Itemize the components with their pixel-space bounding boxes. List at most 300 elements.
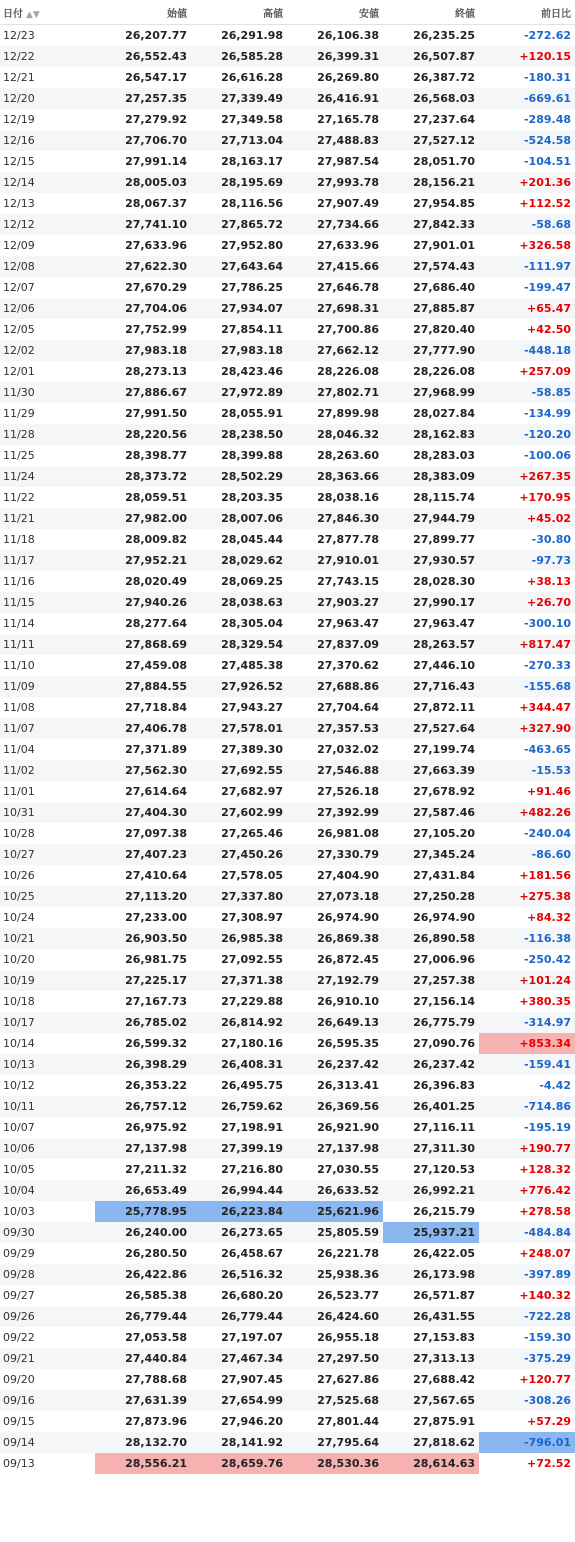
column-header-date[interactable] [0, 0, 95, 25]
high-cell: 26,273.65 [191, 1222, 287, 1243]
close-cell: 27,686.40 [413, 281, 475, 294]
table-row [0, 655, 575, 676]
table-row [0, 382, 575, 403]
date-cell: 10/28 [3, 827, 35, 840]
date-cell: 12/12 [0, 214, 95, 235]
change-cell: -375.29 [479, 1348, 575, 1369]
open-cell: 27,622.30 [95, 256, 191, 277]
date-cell: 12/07 [3, 281, 35, 294]
high-cell: 27,198.91 [221, 1121, 283, 1134]
change-cell: -308.26 [479, 1390, 575, 1411]
table-row [0, 25, 575, 47]
open-cell: 28,067.37 [125, 197, 187, 210]
close-cell: 26,775.79 [383, 1012, 479, 1033]
high-cell: 27,926.52 [191, 676, 287, 697]
table-row [0, 1222, 575, 1243]
high-cell: 26,458.67 [221, 1247, 283, 1260]
low-cell: 28,226.08 [317, 365, 379, 378]
close-cell: 27,954.85 [413, 197, 475, 210]
high-cell: 27,907.45 [221, 1373, 283, 1386]
change-cell: +326.58 [519, 239, 571, 252]
low-cell: 26,237.42 [287, 1054, 383, 1075]
change-cell: +201.36 [479, 172, 575, 193]
date-cell: 09/28 [0, 1264, 95, 1285]
table-row [0, 109, 575, 130]
date-cell: 11/28 [0, 424, 95, 445]
high-cell: 27,602.99 [191, 802, 287, 823]
high-cell: 26,516.32 [191, 1264, 287, 1285]
low-cell: 26,269.80 [317, 71, 379, 84]
date-cell: 12/08 [0, 256, 95, 277]
date-cell: 12/19 [3, 113, 35, 126]
column-header-close[interactable]: 終値 [383, 0, 479, 25]
change-cell: -272.62 [523, 29, 571, 42]
table-row [0, 403, 575, 424]
open-cell: 27,704.06 [95, 298, 191, 319]
date-cell: 12/02 [0, 340, 95, 361]
open-cell: 28,277.64 [125, 617, 187, 630]
date-cell: 12/16 [0, 130, 95, 151]
open-cell: 26,653.49 [95, 1180, 191, 1201]
high-cell: 27,092.55 [221, 953, 283, 966]
open-cell: 27,633.96 [125, 239, 187, 252]
date-cell: 12/15 [3, 155, 35, 168]
date-cell: 11/04 [3, 743, 35, 756]
open-cell: 27,873.96 [125, 1415, 187, 1428]
open-cell: 28,556.21 [95, 1453, 191, 1474]
open-cell: 26,981.75 [125, 953, 187, 966]
date-cell: 10/11 [0, 1096, 95, 1117]
close-cell: 27,313.13 [383, 1348, 479, 1369]
open-cell: 28,020.49 [125, 575, 187, 588]
close-cell: 27,901.01 [413, 239, 475, 252]
high-cell: 28,069.25 [221, 575, 283, 588]
change-cell: +278.58 [519, 1205, 571, 1218]
table-row [0, 319, 575, 340]
low-cell: 26,399.31 [287, 46, 383, 67]
high-cell: 27,308.97 [221, 911, 283, 924]
date-cell: 11/24 [0, 466, 95, 487]
high-cell: 26,994.44 [191, 1180, 287, 1201]
date-cell: 11/11 [0, 634, 95, 655]
low-cell: 27,899.98 [317, 407, 379, 420]
table-row [0, 1096, 575, 1117]
table-row [0, 697, 575, 718]
low-cell: 27,546.88 [287, 760, 383, 781]
close-cell: 26,237.42 [383, 1054, 479, 1075]
open-cell: 27,053.58 [125, 1331, 187, 1344]
low-cell: 27,700.86 [317, 323, 379, 336]
low-cell: 26,869.38 [287, 928, 383, 949]
high-cell: 26,408.31 [191, 1054, 287, 1075]
table-row [0, 1033, 575, 1054]
column-header-high[interactable]: 高値 [191, 0, 287, 25]
change-cell: +45.02 [479, 508, 575, 529]
open-cell: 26,585.38 [125, 1289, 187, 1302]
close-cell: 27,688.42 [413, 1373, 475, 1386]
date-cell: 10/06 [0, 1138, 95, 1159]
low-cell: 28,530.36 [287, 1453, 383, 1474]
close-cell: 27,990.17 [383, 592, 479, 613]
close-cell: 27,678.92 [413, 785, 475, 798]
open-cell: 27,983.18 [95, 340, 191, 361]
open-cell: 28,132.70 [95, 1432, 191, 1453]
open-cell: 26,552.43 [95, 46, 191, 67]
close-cell: 27,105.20 [413, 827, 475, 840]
high-cell: 28,141.92 [191, 1432, 287, 1453]
open-cell: 26,757.12 [95, 1096, 191, 1117]
date-cell: 11/08 [3, 701, 35, 714]
close-cell: 27,006.96 [413, 953, 475, 966]
change-cell: -4.42 [539, 1079, 571, 1092]
close-cell: 27,527.12 [383, 130, 479, 151]
column-header-change[interactable]: 前日比 [479, 0, 575, 25]
date-cell: 10/13 [0, 1054, 95, 1075]
open-cell: 28,059.51 [125, 491, 187, 504]
close-cell: 26,215.79 [413, 1205, 475, 1218]
sort-arrows-icon[interactable]: ▲▼ [26, 9, 40, 20]
table-row [0, 1285, 575, 1306]
open-cell: 27,884.55 [95, 676, 191, 697]
change-cell: -58.85 [479, 382, 575, 403]
table-row [0, 991, 575, 1012]
table-row [0, 193, 575, 214]
change-cell: -484.84 [479, 1222, 575, 1243]
low-cell: 27,646.78 [317, 281, 379, 294]
high-cell: 28,007.06 [191, 508, 287, 529]
table-row [0, 340, 575, 361]
open-cell: 26,398.29 [95, 1054, 191, 1075]
open-cell: 27,167.73 [125, 995, 187, 1008]
table-row [0, 508, 575, 529]
open-cell: 28,373.72 [95, 466, 191, 487]
high-cell: 26,616.28 [221, 71, 283, 84]
high-cell: 26,223.84 [191, 1201, 287, 1222]
low-cell: 27,404.90 [317, 869, 379, 882]
high-cell: 28,238.50 [191, 424, 287, 445]
close-cell: 27,237.64 [413, 113, 475, 126]
table-row [0, 130, 575, 151]
low-cell: 28,363.66 [287, 466, 383, 487]
low-cell: 27,415.66 [287, 256, 383, 277]
table-row [0, 1264, 575, 1285]
table-row [0, 613, 575, 634]
change-cell: -111.97 [479, 256, 575, 277]
open-cell: 27,410.64 [125, 869, 187, 882]
close-cell: 27,156.14 [413, 995, 475, 1008]
change-cell: +42.50 [526, 323, 571, 336]
change-cell: -120.20 [479, 424, 575, 445]
close-cell: 28,027.84 [413, 407, 475, 420]
close-cell: 27,944.79 [383, 508, 479, 529]
high-cell: 28,423.46 [221, 365, 283, 378]
table-row [0, 928, 575, 949]
change-cell: +57.29 [526, 1415, 571, 1428]
change-cell: +140.32 [519, 1289, 571, 1302]
close-cell: 27,090.76 [413, 1037, 475, 1050]
open-cell: 27,371.89 [125, 743, 187, 756]
close-cell: 26,507.87 [383, 46, 479, 67]
date-cell: 11/29 [3, 407, 35, 420]
close-cell: 27,311.30 [383, 1138, 479, 1159]
date-cell: 10/27 [0, 844, 95, 865]
open-cell: 27,991.50 [125, 407, 187, 420]
close-cell: 27,930.57 [383, 550, 479, 571]
open-cell: 27,211.32 [125, 1163, 187, 1176]
low-cell: 26,910.10 [317, 995, 379, 1008]
high-cell: 26,495.75 [221, 1079, 283, 1092]
high-cell: 27,450.26 [191, 844, 287, 865]
table-row [0, 1201, 575, 1222]
close-cell: 27,963.47 [413, 617, 475, 630]
high-cell: 27,682.97 [221, 785, 283, 798]
change-cell: -155.68 [479, 676, 575, 697]
close-cell: 27,818.62 [383, 1432, 479, 1453]
low-cell: 26,313.41 [317, 1079, 379, 1092]
change-cell: +170.95 [519, 491, 571, 504]
open-cell: 25,778.95 [95, 1201, 191, 1222]
open-cell: 27,257.35 [95, 88, 191, 109]
date-cell: 11/22 [3, 491, 35, 504]
high-cell: 27,337.80 [191, 886, 287, 907]
close-cell: 26,401.25 [383, 1096, 479, 1117]
table-row [0, 67, 575, 88]
open-cell: 27,459.08 [125, 659, 187, 672]
close-cell: 28,263.57 [383, 634, 479, 655]
change-cell: +327.90 [479, 718, 575, 739]
table-row [0, 865, 575, 886]
low-cell: 25,805.59 [287, 1222, 383, 1243]
low-cell: 27,846.30 [287, 508, 383, 529]
column-header-low[interactable]: 安値 [287, 0, 383, 25]
date-cell: 11/30 [0, 382, 95, 403]
open-cell: 28,398.77 [125, 449, 187, 462]
high-cell: 28,203.35 [221, 491, 283, 504]
table-row [0, 1243, 575, 1264]
low-cell: 26,416.91 [287, 88, 383, 109]
low-cell: 27,963.47 [317, 617, 379, 630]
date-cell: 09/20 [3, 1373, 35, 1386]
close-cell: 27,777.90 [383, 340, 479, 361]
change-cell: -134.99 [523, 407, 571, 420]
table-row [0, 88, 575, 109]
low-cell: 26,595.35 [317, 1037, 379, 1050]
close-cell: 27,899.77 [413, 533, 475, 546]
date-cell: 10/18 [3, 995, 35, 1008]
change-cell: -722.28 [479, 1306, 575, 1327]
high-cell: 27,952.80 [221, 239, 283, 252]
table-row [0, 949, 575, 970]
open-cell: 27,706.70 [95, 130, 191, 151]
open-cell: 27,562.30 [95, 760, 191, 781]
low-cell: 27,801.44 [317, 1415, 379, 1428]
low-cell: 26,106.38 [317, 29, 379, 42]
low-cell: 26,921.90 [317, 1121, 379, 1134]
table-row [0, 1054, 575, 1075]
table-row [0, 802, 575, 823]
low-cell: 27,030.55 [317, 1163, 379, 1176]
change-cell: -524.58 [479, 130, 575, 151]
date-cell: 10/25 [0, 886, 95, 907]
high-cell: 27,854.11 [221, 323, 283, 336]
close-cell: 27,567.65 [383, 1390, 479, 1411]
change-cell: +84.32 [526, 911, 571, 924]
date-cell: 10/12 [3, 1079, 35, 1092]
open-cell: 26,280.50 [125, 1247, 187, 1260]
open-cell: 26,975.92 [125, 1121, 187, 1134]
open-cell: 28,220.56 [95, 424, 191, 445]
open-cell: 27,113.20 [95, 886, 191, 907]
low-cell: 27,137.98 [287, 1138, 383, 1159]
open-cell: 26,903.50 [95, 928, 191, 949]
low-cell: 28,046.32 [287, 424, 383, 445]
date-cell: 12/06 [0, 298, 95, 319]
table-row [0, 781, 575, 802]
open-cell: 27,097.38 [125, 827, 187, 840]
change-cell: -796.01 [479, 1432, 575, 1453]
table-row [0, 1348, 575, 1369]
date-cell: 09/26 [0, 1306, 95, 1327]
change-cell: +101.24 [479, 970, 575, 991]
date-cell: 09/13 [3, 1457, 35, 1470]
table-row [0, 151, 575, 172]
change-cell: +120.77 [519, 1373, 571, 1386]
open-cell: 27,868.69 [95, 634, 191, 655]
change-cell: +776.42 [479, 1180, 575, 1201]
table-row [0, 718, 575, 739]
column-header-open[interactable]: 始値 [95, 0, 191, 25]
close-cell: 27,527.64 [383, 718, 479, 739]
table-row [0, 172, 575, 193]
table-row [0, 1012, 575, 1033]
open-cell: 27,788.68 [125, 1373, 187, 1386]
open-cell: 27,741.10 [95, 214, 191, 235]
date-cell: 11/21 [0, 508, 95, 529]
date-cell: 09/21 [0, 1348, 95, 1369]
change-cell: -397.89 [479, 1264, 575, 1285]
low-cell: 27,488.83 [287, 130, 383, 151]
table-row [0, 1159, 575, 1180]
low-cell: 27,993.78 [287, 172, 383, 193]
date-cell: 09/14 [0, 1432, 95, 1453]
change-cell: -195.19 [523, 1121, 571, 1134]
high-cell: 27,349.58 [221, 113, 283, 126]
low-cell: 25,938.36 [287, 1264, 383, 1285]
high-cell: 27,946.20 [221, 1415, 283, 1428]
date-cell: 10/17 [0, 1012, 95, 1033]
close-cell: 26,431.55 [383, 1306, 479, 1327]
date-cell: 10/03 [3, 1205, 35, 1218]
date-cell: 10/24 [3, 911, 35, 924]
table-row [0, 1306, 575, 1327]
table-row [0, 1075, 575, 1096]
close-cell: 27,842.33 [383, 214, 479, 235]
open-cell: 27,631.39 [95, 1390, 191, 1411]
date-cell: 11/07 [0, 718, 95, 739]
open-cell: 27,440.84 [95, 1348, 191, 1369]
open-cell: 27,886.67 [95, 382, 191, 403]
open-cell: 27,991.14 [125, 155, 187, 168]
date-cell: 11/15 [0, 592, 95, 613]
close-cell: 26,571.87 [413, 1289, 475, 1302]
table-row [0, 823, 575, 844]
table-row [0, 277, 575, 298]
high-cell: 28,399.88 [221, 449, 283, 462]
close-cell: 27,574.43 [383, 256, 479, 277]
close-cell: 26,422.05 [413, 1247, 475, 1260]
low-cell: 28,038.16 [317, 491, 379, 504]
change-cell: +190.77 [479, 1138, 575, 1159]
change-cell: -116.38 [479, 928, 575, 949]
close-cell: 27,199.74 [413, 743, 475, 756]
date-cell: 12/22 [0, 46, 95, 67]
low-cell: 27,357.53 [287, 718, 383, 739]
high-cell: 27,371.38 [191, 970, 287, 991]
low-cell: 26,955.18 [317, 1331, 379, 1344]
high-cell: 27,339.49 [191, 88, 287, 109]
low-cell: 27,192.79 [287, 970, 383, 991]
table-row [0, 907, 575, 928]
high-cell: 28,163.17 [221, 155, 283, 168]
date-cell: 10/26 [3, 869, 35, 882]
high-cell: 26,779.44 [191, 1306, 287, 1327]
change-cell: +128.32 [519, 1163, 571, 1176]
low-cell: 27,165.78 [317, 113, 379, 126]
close-cell: 27,663.39 [383, 760, 479, 781]
table-row [0, 214, 575, 235]
high-cell: 27,713.04 [191, 130, 287, 151]
high-cell: 27,654.99 [191, 1390, 287, 1411]
change-cell: -300.10 [523, 617, 571, 630]
close-cell: 26,568.03 [383, 88, 479, 109]
date-cell: 11/10 [3, 659, 35, 672]
high-cell: 27,578.01 [191, 718, 287, 739]
high-cell: 27,467.34 [191, 1348, 287, 1369]
date-cell: 09/16 [0, 1390, 95, 1411]
date-cell: 09/29 [3, 1247, 35, 1260]
low-cell: 26,872.45 [317, 953, 379, 966]
table-row [0, 256, 575, 277]
close-cell: 28,383.09 [383, 466, 479, 487]
close-cell: 27,820.40 [413, 323, 475, 336]
change-cell: -97.73 [479, 550, 575, 571]
high-cell: 26,291.98 [221, 29, 283, 42]
table-row [0, 487, 575, 508]
high-cell: 27,197.07 [221, 1331, 283, 1344]
low-cell: 26,221.78 [317, 1247, 379, 1260]
open-cell: 27,952.21 [95, 550, 191, 571]
change-cell: +91.46 [526, 785, 571, 798]
change-cell: -30.80 [531, 533, 571, 546]
close-cell: 28,226.08 [413, 365, 475, 378]
close-cell: 27,120.53 [413, 1163, 475, 1176]
change-cell: -270.33 [523, 659, 571, 672]
high-cell: 28,502.29 [191, 466, 287, 487]
change-cell: +38.13 [526, 575, 571, 588]
date-cell: 11/25 [3, 449, 35, 462]
change-cell: -463.65 [523, 743, 571, 756]
low-cell: 27,662.12 [287, 340, 383, 361]
high-cell: 28,038.63 [191, 592, 287, 613]
low-cell: 27,907.49 [317, 197, 379, 210]
table-row [0, 361, 575, 382]
change-cell: -180.31 [523, 71, 571, 84]
change-cell: +257.09 [519, 365, 571, 378]
high-cell: 27,643.64 [191, 256, 287, 277]
table-row [0, 739, 575, 760]
open-cell: 27,614.64 [125, 785, 187, 798]
open-cell: 26,785.02 [95, 1012, 191, 1033]
